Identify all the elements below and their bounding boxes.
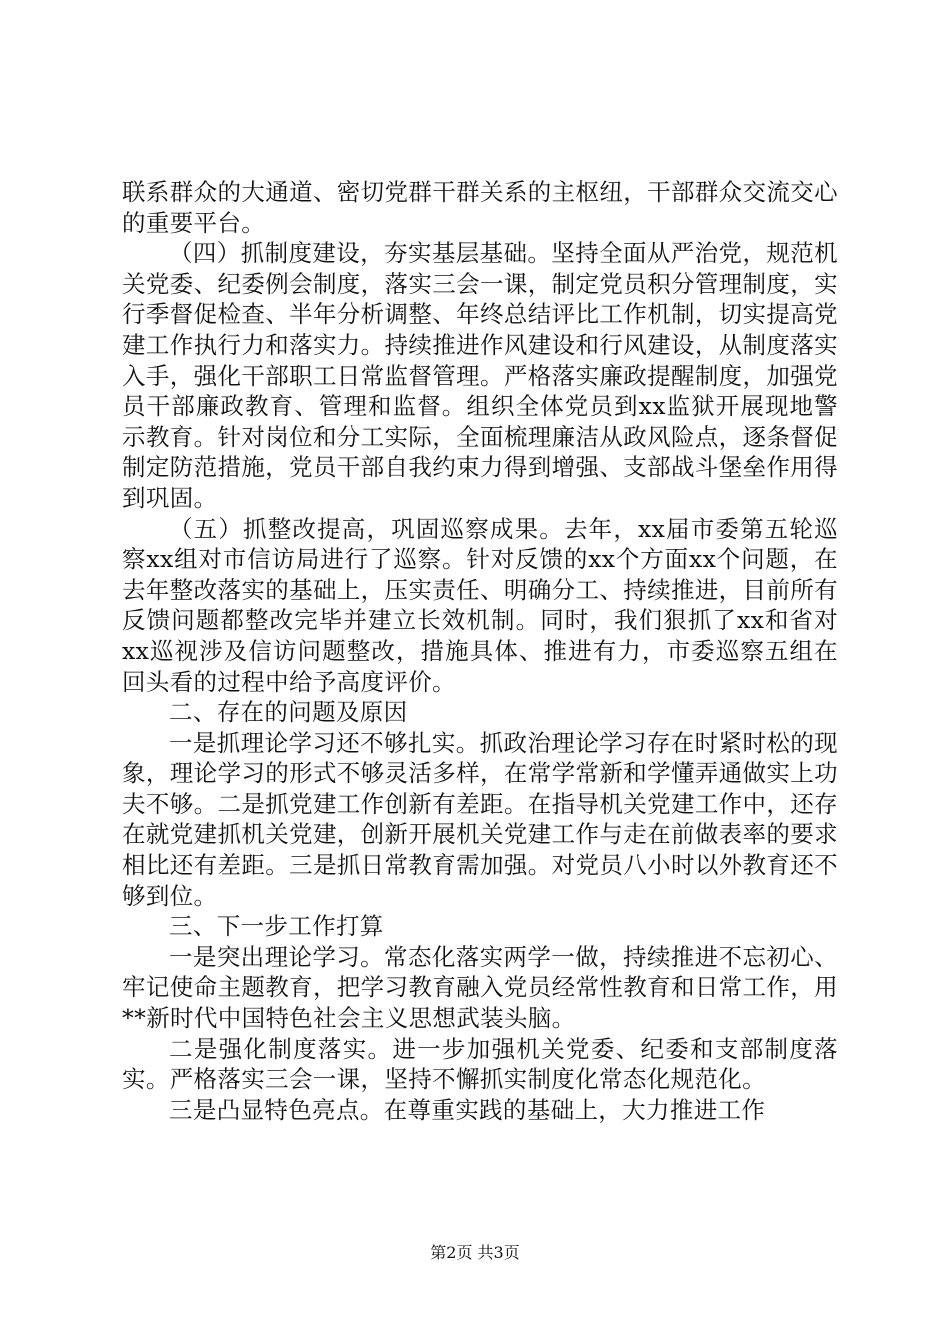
paragraph-1: 联系群众的大通道、密切党群干群关系的主枢纽，干部群众交流交心的重要平台。 bbox=[122, 178, 838, 237]
paragraph-4: 一是抓理论学习还不够扎实。抓政治理论学习存在时紧时松的现象，理论学习的形式不够灵活多样，在常学常新和学懂弄通做实上功夫不够。二是抓党建工作创新有差距。在指导机关党建工作中，还存在就党建抓机关党建，创新开展机关党建工作与走在前做表率的要求相比还有差距。三是抓日常教育需加强。对党员八小时以外教育还不够到位。 bbox=[122, 728, 838, 910]
section-heading-problems: 二、存在的问题及原因 bbox=[169, 698, 408, 727]
paragraph-7: 三是凸显特色亮点。在尊重实践的基础上，大力推进工作 bbox=[169, 1095, 766, 1124]
paragraph-2: （四）抓制度建设，夯实基层基础。坚持全面从严治党，规范机关党委、纪委例会制度，落实三会一课，制定党员积分管理制度，实行季督促检查、半年分析调整、年终总结评比工作机制，切实提高党建工作执行力和落实力。持续推进作风建设和行风建设，从制度落实入手，强化干部职工日常监督管理。严格落实廉政提醒制度，加强党员干部廉政教育、管理和监督。组织全体党员到xx监狱开展现地警示教育。针对岗位和分工实际，全面梳理廉洁从政风险点，逐条督促制定防范措施，党员干部自我约束力得到增强、支部战斗堡垒作用得到巩固。 bbox=[122, 239, 838, 512]
document-body bbox=[122, 177, 838, 1125]
paragraph-5: 一是突出理论学习。常态化落实两学一做，持续推进不忘初心、牢记使命主题教育，把学习教育融入党员经常性教育和日常工作，用**新时代中国特色社会主义思想武装头脑。 bbox=[122, 942, 838, 1033]
paragraph-3: （五）抓整改提高，巩固巡察成果。去年，xx届市委第五轮巡察xx组对市信访局进行了巡察。针对反馈的xx个方面xx个问题，在去年整改落实的基础上，压实责任、明确分工、持续推进，目前所有反馈问题都整改完毕并建立长效机制。同时，我们狠抓了xx和省对xx巡视涉及信访问题整改，措施具体、推进有力，市委巡察五组在回头看的过程中给予高度评价。 bbox=[122, 514, 838, 696]
paragraph-6: 二是强化制度落实。进一步加强机关党委、纪委和支部制度落实。严格落实三会一课，坚持不懈抓实制度化常态化规范化。 bbox=[122, 1034, 838, 1094]
page-number-footer: 第2页 共3页 bbox=[430, 1243, 520, 1262]
section-heading-next-steps: 三、下一步工作打算 bbox=[169, 912, 384, 941]
